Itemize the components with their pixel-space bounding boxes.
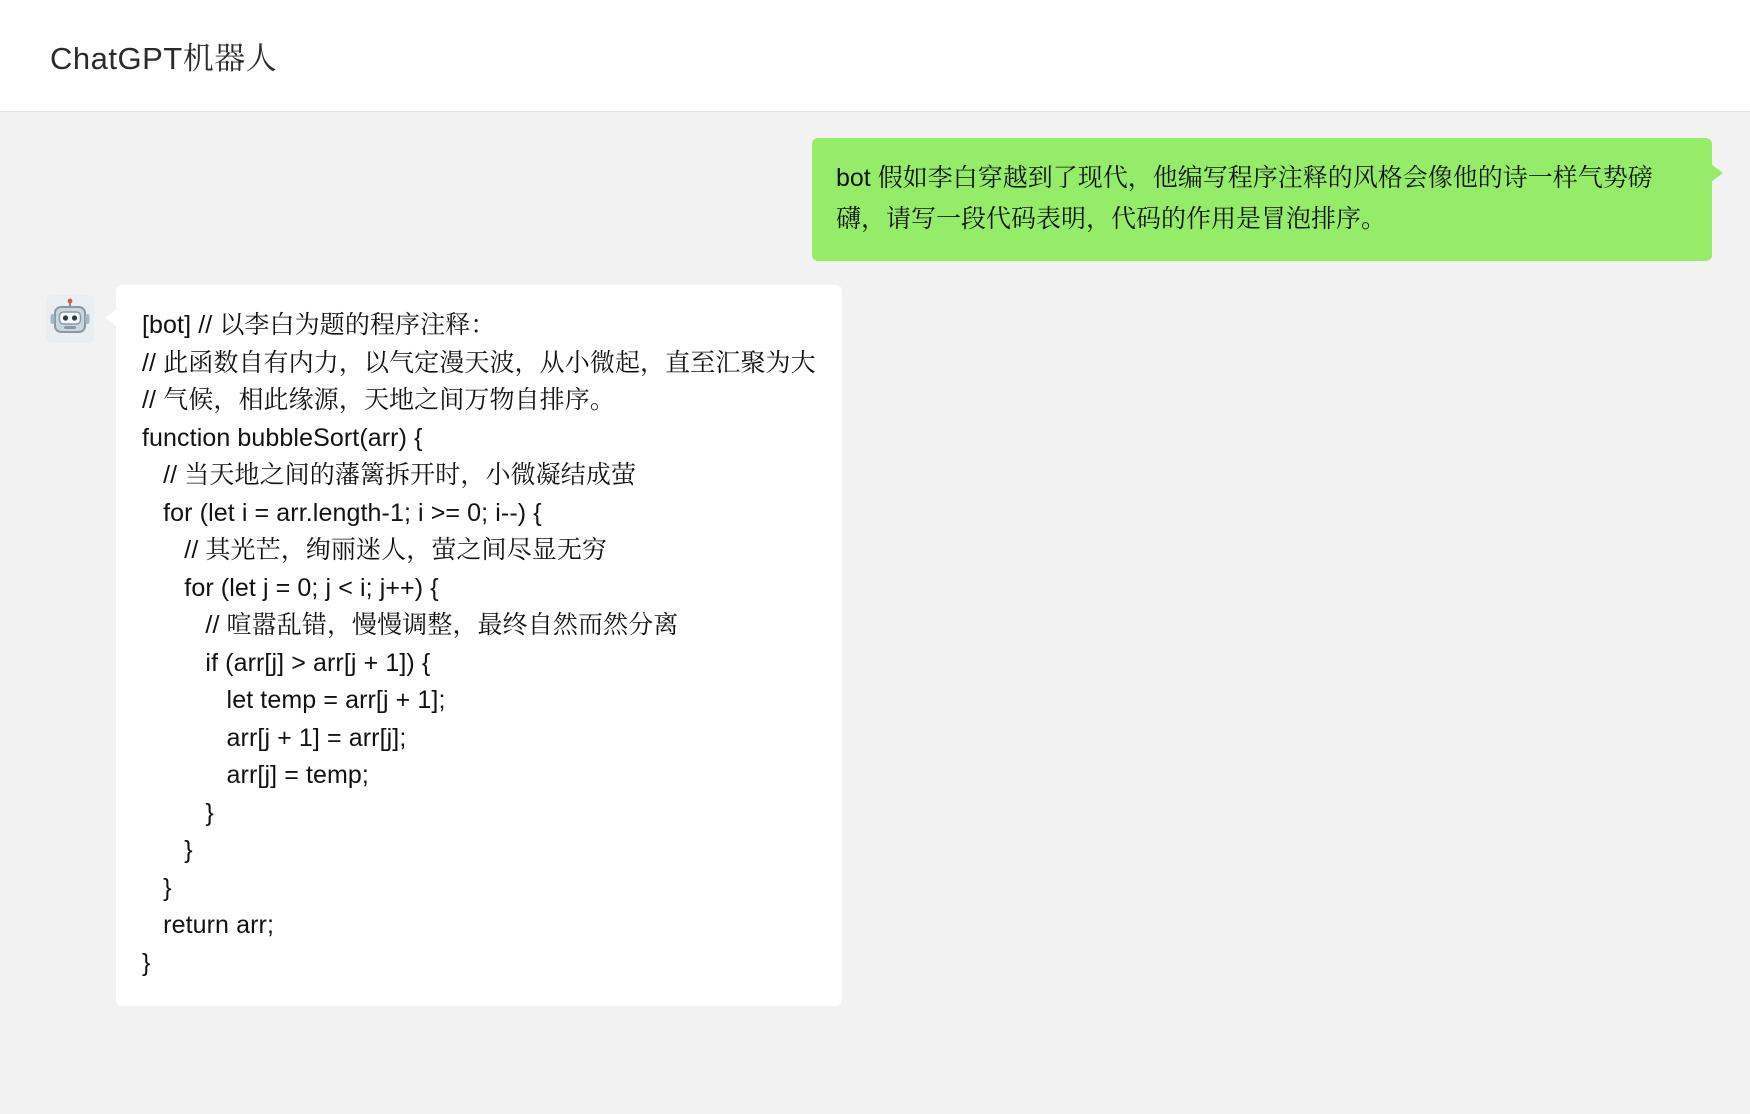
code-line: return arr;	[142, 911, 274, 939]
code-line: // 当天地之间的藩篱拆开时，小微凝结成萤	[142, 461, 637, 489]
code-line: // 此函数自有内力，以气定漫天波，从小微起，直至汇聚为大	[142, 348, 816, 377]
incoming-message-bubble[interactable]	[116, 285, 842, 1006]
code-line: [bot] // 以李白为题的程序注释：	[142, 311, 496, 339]
message-row-outgoing	[30, 138, 1720, 261]
code-line: if (arr[j] > arr[j + 1]) {	[142, 648, 431, 677]
outgoing-message-bubble[interactable]: bot 假如李白穿越到了现代，他编写程序注释的风格会像他的诗一样气势磅礴，请写一段代码表明，代码的作用是冒泡排序。	[812, 138, 1712, 261]
code-line: // 其光芒，绚丽迷人，萤之间尽显无穷	[142, 536, 608, 564]
code-line: arr[j] = temp;	[142, 761, 369, 789]
page-title: ChatGPT机器人	[50, 41, 278, 76]
code-line: }	[142, 836, 193, 864]
code-line: // 喧嚣乱错，慢慢调整，最终自然而然分离	[142, 611, 679, 639]
chat-scrollbar[interactable]	[1740, 224, 1750, 1114]
chat-message-list[interactable]	[0, 112, 1750, 1114]
robot-avatar-icon	[46, 295, 94, 343]
code-line: }	[142, 873, 172, 902]
code-line: let temp = arr[j + 1];	[142, 686, 446, 714]
code-line: }	[142, 948, 151, 977]
code-line: function bubbleSort(arr) {	[142, 423, 423, 452]
code-line: for (let j = 0; j < i; j++) {	[142, 573, 439, 602]
code-line: arr[j + 1] = arr[j];	[142, 723, 407, 752]
title-bar	[0, 0, 1750, 112]
message-row-incoming	[30, 285, 1720, 1006]
code-line: // 气候，相此缘源，天地之间万物自排序。	[142, 386, 615, 414]
code-line: }	[142, 798, 214, 827]
code-line: for (let i = arr.length-1; i >= 0; i--) {	[142, 498, 542, 527]
